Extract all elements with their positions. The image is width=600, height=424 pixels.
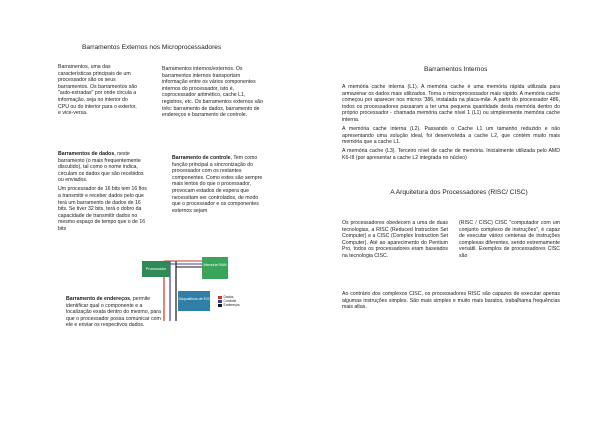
memory-label: Memória RAM: [203, 263, 227, 267]
processor-block: [142, 261, 170, 277]
cache-l3-text: A memória cache (L3). Terceiro nível de cache de memória. Inicialmente utilizada pelo AMD K6-III (por apresentar a cache L2 integrada no núcleo): [342, 148, 560, 161]
cache-l2-text: A memória cache interna (L2). Passando o Cache L1 um tamanho reduzido e não apresentando uma solução ideal, foi desenvolvida a cache L2, que contém muito mais memória que a cache L1.: [342, 125, 560, 146]
right-page-title: Barramentos Internos: [424, 66, 488, 73]
dados-text: , neste barramento (o mais frequentemente discutido), tal como o nome indica, circulam os dados que são recebidos ou enviados.: [58, 151, 144, 184]
conclusion-text: Ao contrário dos complexos CISC, os processadores RISC são capazes de executar apenas algumas instruções simples. São mais simples e muito mais baratos, trabalhama frequências mais altas.: [342, 291, 560, 311]
io-label: Dispositivos de E/S: [178, 297, 210, 301]
io-block: [178, 291, 210, 311]
diagram-legend: [218, 295, 240, 307]
arch-title: A Arquitetura dos Processadores (RISC/ CISC): [390, 189, 528, 196]
cache-l1-text: A memória cache interna (L1). A memória cache é uma memória rápida utilizada para armazenar os dados mais utilizados. Torna o microprocessador mais rápido. A memória cache começou por aparecer nos micros '386, instalada na placa-mãe. A partir do processador 486, todos os processadores passaram a ter uma pequena quantidade desta memória dentro do próprio processador - chamada memória cache nível 1 (L1) ou simplesmente memória cache interna.: [342, 84, 560, 123]
enderecos-section: [66, 296, 162, 329]
processor-label: Processador: [145, 267, 167, 271]
legend-item-data: Dados: [218, 295, 240, 299]
intro-right-text: Barramentos internos/externos. Os barramentos internos transportam informação entre os vários componentes internos do processador, isto é, coprocessador aritmético, cache L1, registros, etc. Os barramentos externos são três: barramento de dados, barramento de endereços e barramento de controle.: [162, 66, 263, 119]
dados-text2: Um processador de 16 bits tem 16 fios a transmitir e receber dados pelo que terá um barramento de dados de 16 bits. Se tiver 32 bits, terá o dobro da capacidade de transmitir dados no mesmo espaço de tempo que o de 16 bits: [58, 186, 147, 232]
cache-section: [342, 84, 560, 164]
arch-right-text: (RISC / CISC) CISC "computador com um conjunto complexo de instruções", é capaz de executar vários centenas de instruções complexas diferentes, sendo extremamente versátil. Exemplos de processadores CISC são: [459, 220, 560, 259]
memory-block: [202, 257, 228, 279]
controle-section: [172, 155, 267, 214]
intro-left-text: Barramentos, uma das características principais de um processador são os seus barramentos. Os barramentos são "auto-estradas" por onde circula a informação, seja no interior do CPU ou do interior para o exterior, e vice-versa.: [58, 64, 138, 117]
legend-item-address: Endereços: [218, 303, 240, 307]
controle-text: , Tem como função principal a sincronização do processador com os restantes componentes. Como estes são sempre mais lentos do que o processador, provocam estados de espera que necessitam ser controlados, de modo que o processador e os componentes externos sejam: [172, 155, 263, 214]
enderecos-heading: Barramento de endereços: [66, 296, 131, 302]
controle-heading: Barramento de controle: [172, 155, 231, 161]
left-page-title: Barramentos Externos nos Microprocessadores: [82, 44, 222, 51]
dados-section: [58, 151, 148, 235]
arch-left-text: Os processadores obedecem a uma de duas tecnologias, a RISC (Reduced Instruction Set Computer) e a CISC (Complex Instruction Set Computer). Até ao aparecimento do Pentium Pro, todos os processadores eram baseados na tecnologia CISC.: [342, 220, 448, 259]
legend-item-control: Controle: [218, 299, 240, 303]
dados-heading: Barramentos de dados: [58, 151, 115, 157]
enderecos-text: , permite identificar qual o componente e a localização exata dentro do mesmo, para que o processador possa comunicar com ele e enviar os respectivos dados.: [66, 296, 161, 329]
